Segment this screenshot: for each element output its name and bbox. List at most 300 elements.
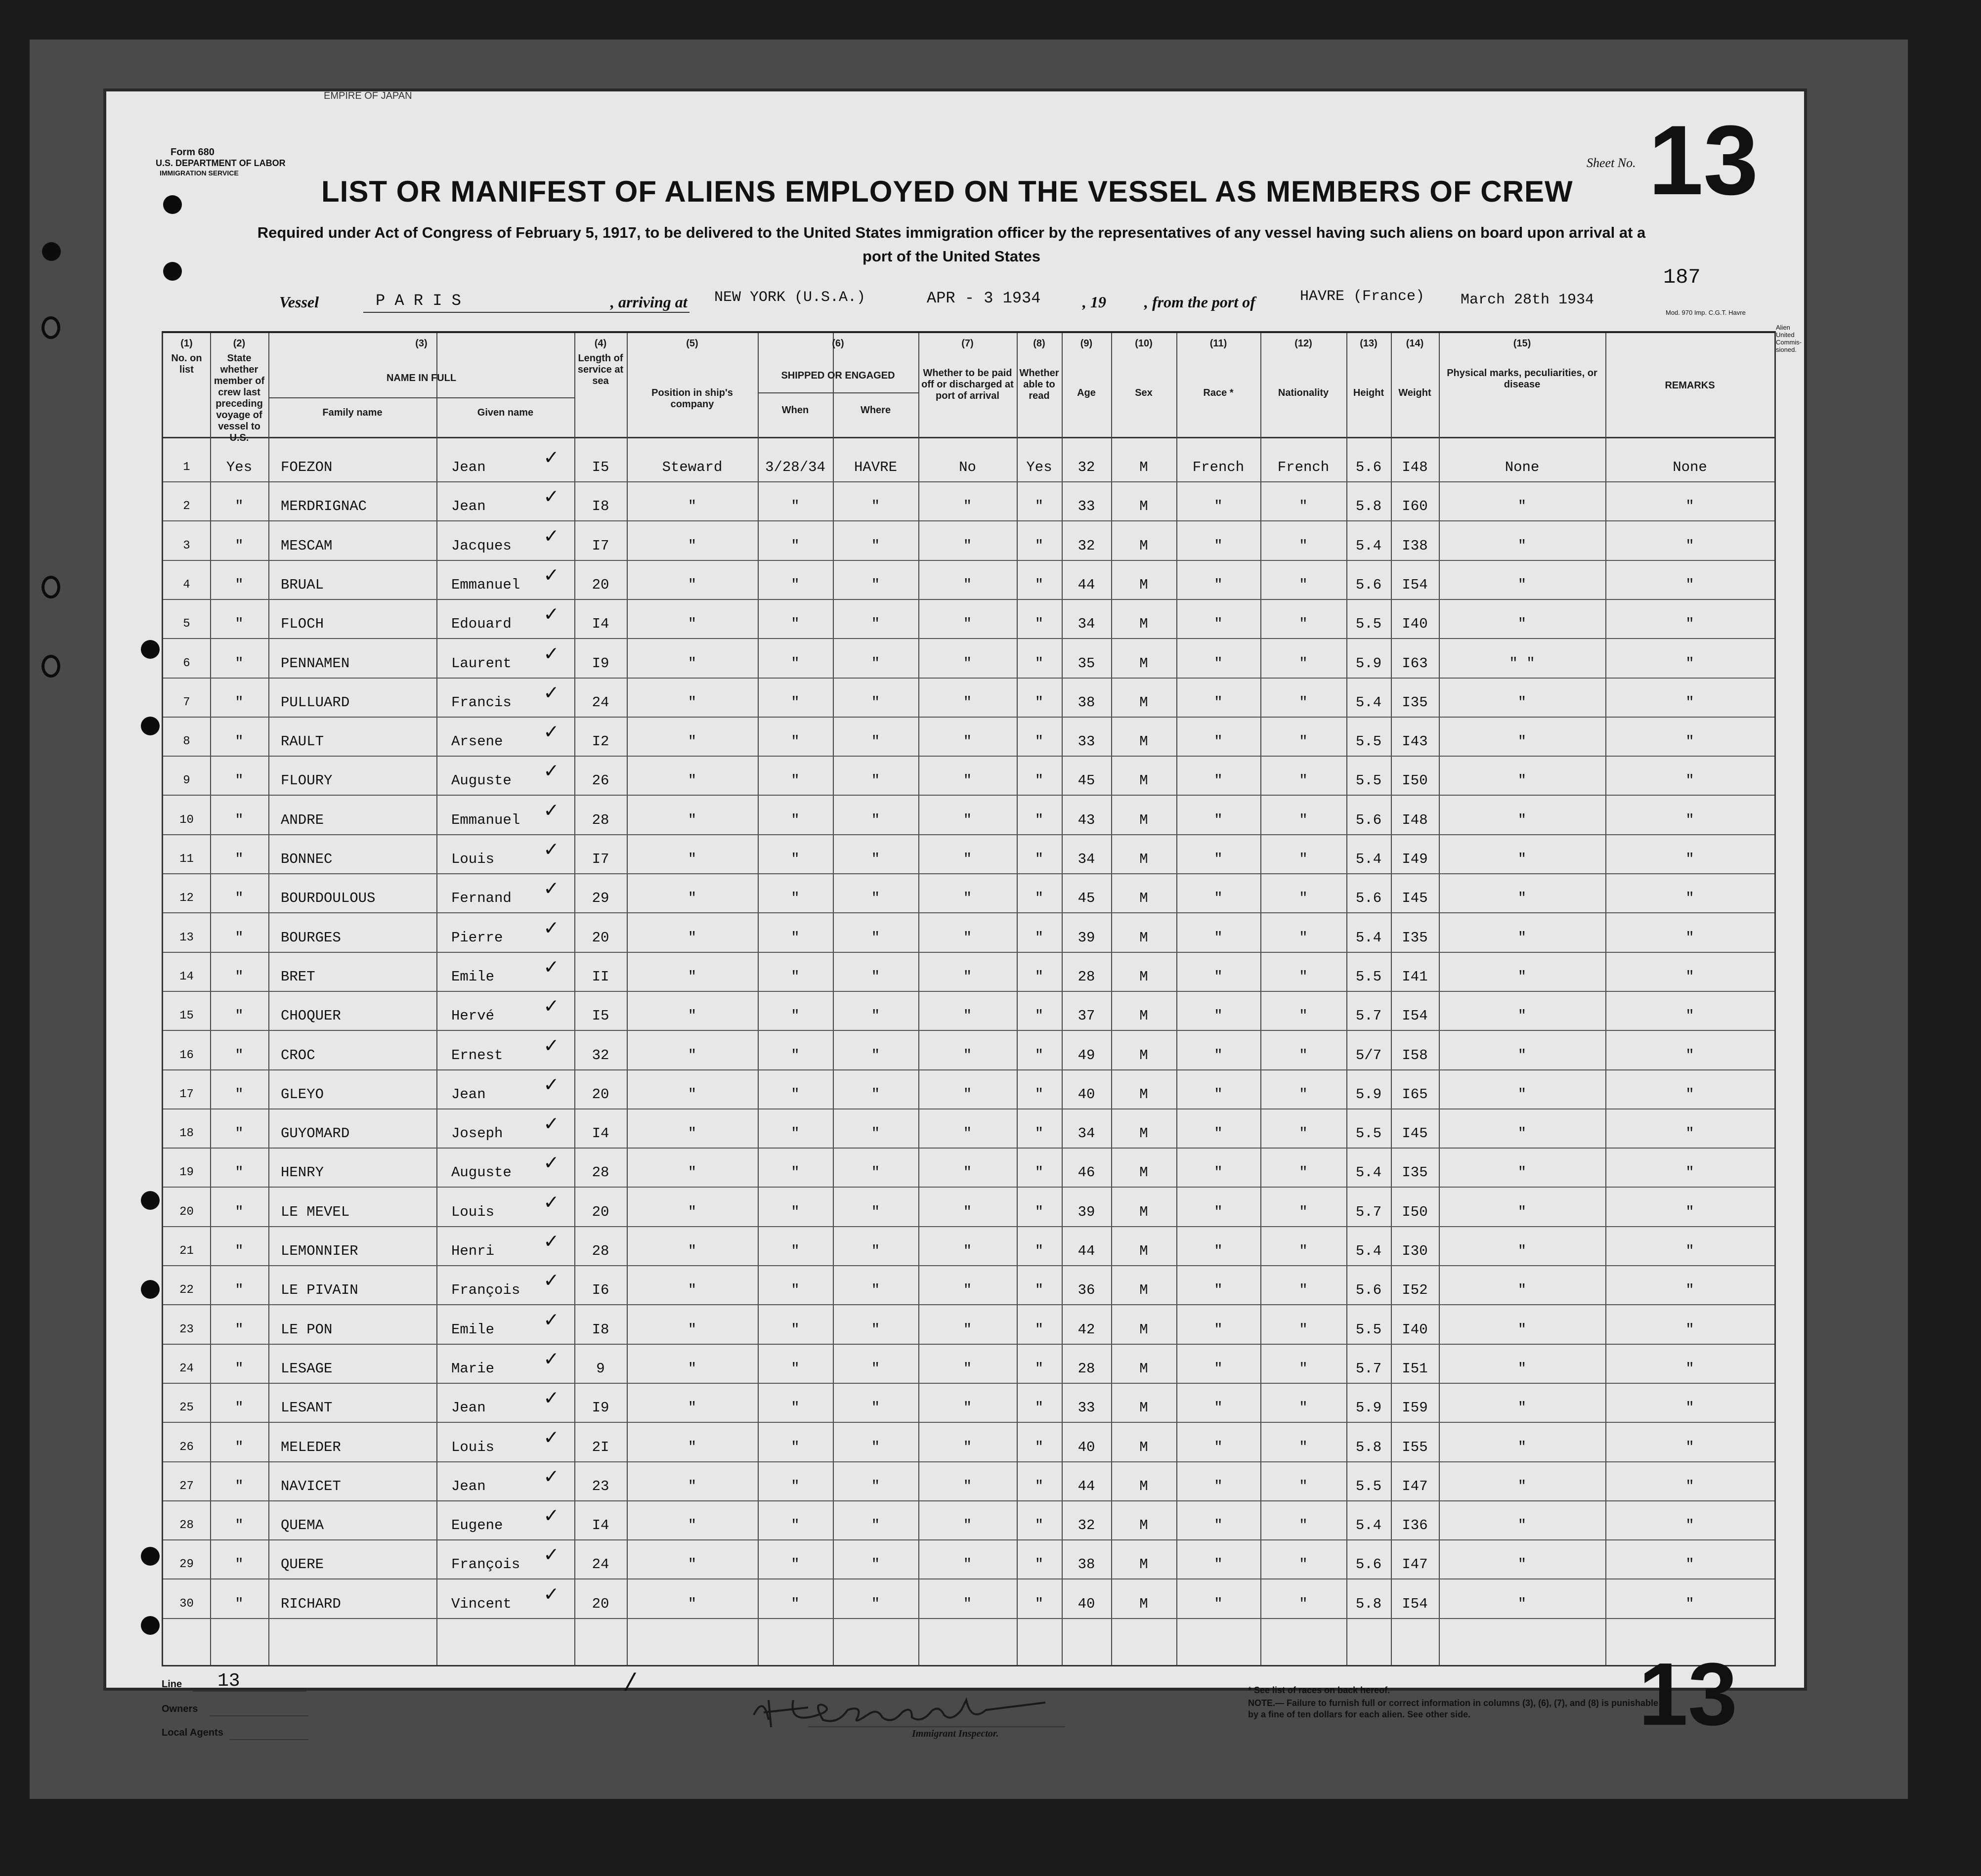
cell-service: I7 xyxy=(592,851,609,867)
cell-given: Jean xyxy=(451,1086,486,1103)
cell-paid: " xyxy=(963,1556,972,1573)
cell-age: 28 xyxy=(1077,1360,1095,1377)
department: U.S. DEPARTMENT OF LABOR xyxy=(156,158,286,168)
check-mark: / xyxy=(623,1670,638,1699)
cell-position: " xyxy=(688,1282,697,1299)
cell-race: " xyxy=(1214,1047,1223,1064)
column-number-c4: (4) xyxy=(594,338,607,349)
cell-height: 5.4 xyxy=(1355,537,1382,554)
cell-age: 40 xyxy=(1077,1086,1095,1103)
cell-paid: " xyxy=(963,929,972,946)
cell-where: " xyxy=(871,890,880,907)
cell-given: Edouard xyxy=(451,616,512,633)
cell-height: 5.5 xyxy=(1355,616,1382,633)
cell-read: " xyxy=(1034,1439,1044,1455)
cell-race: " xyxy=(1214,616,1223,633)
cell-paid: " xyxy=(963,1400,972,1416)
cell-position: Steward xyxy=(662,459,723,475)
cell-nat: " xyxy=(1299,772,1308,789)
cell-marks: " xyxy=(1517,1400,1527,1416)
check-mark: ✓ xyxy=(544,1387,558,1412)
cell-marks: " xyxy=(1517,968,1527,985)
cell-where: " xyxy=(871,733,880,750)
name-subheader-line xyxy=(268,397,574,398)
cell-marks: " xyxy=(1517,890,1527,907)
cell-given: Jacques xyxy=(451,537,512,554)
cell-weight: I60 xyxy=(1402,498,1428,515)
punch-hole xyxy=(141,1547,160,1566)
owners-label: Owners xyxy=(162,1704,198,1714)
cell-given: Ernest xyxy=(451,1047,503,1064)
cell-paid: " xyxy=(963,811,972,828)
cell-when: " xyxy=(791,968,800,985)
cell-age: 33 xyxy=(1077,733,1095,750)
cell-family: MELEDER xyxy=(281,1439,341,1455)
cell-service: 24 xyxy=(592,694,609,711)
cell-given: Francis xyxy=(451,694,512,711)
cell-race: " xyxy=(1214,929,1223,946)
cell-family: RICHARD xyxy=(281,1595,341,1612)
cell-race: " xyxy=(1214,498,1223,515)
cell-position: " xyxy=(688,811,697,828)
cell-when: " xyxy=(791,1478,800,1494)
cell-height: 5.7 xyxy=(1355,1203,1382,1220)
column-header-c11: Race * xyxy=(1203,387,1234,398)
column-subheader-c3a: Family name xyxy=(322,407,383,418)
cell-when: " xyxy=(791,851,800,867)
cell-position: " xyxy=(688,1047,697,1064)
cell-marks: " xyxy=(1517,576,1527,593)
cell-race: " xyxy=(1214,1478,1223,1494)
cell-position: " xyxy=(688,1439,697,1455)
row-rule xyxy=(163,1383,1774,1384)
cell-age: 42 xyxy=(1077,1321,1095,1338)
cell-prev: " xyxy=(235,811,244,828)
cell-nat: " xyxy=(1299,1086,1308,1103)
arriving-label: , arriving at xyxy=(610,293,688,311)
cell-height: 5.4 xyxy=(1355,694,1382,711)
cell-no: 25 xyxy=(179,1401,194,1415)
cell-paid: " xyxy=(963,1595,972,1612)
column-header-c3: NAME IN FULL xyxy=(386,373,457,384)
punch-hole xyxy=(141,1280,160,1299)
sheet-number-bottom: 13 xyxy=(1638,1645,1738,1744)
cell-where: " xyxy=(871,968,880,985)
cell-age: 44 xyxy=(1077,1243,1095,1259)
column-divider xyxy=(918,333,919,1665)
cell-when: " xyxy=(791,1556,800,1573)
cell-position: " xyxy=(688,1203,697,1220)
sheet-number: 13 xyxy=(1648,105,1759,215)
cell-read: " xyxy=(1034,968,1044,985)
cell-marks: " xyxy=(1517,851,1527,867)
cell-age: 34 xyxy=(1077,1125,1095,1142)
from-port: HAVRE (France) xyxy=(1300,288,1425,305)
column-divider xyxy=(436,333,437,1665)
cell-position: " xyxy=(688,1556,697,1573)
cell-height: 5.4 xyxy=(1355,1164,1382,1181)
column-header-c8: Whether able to read xyxy=(1019,368,1059,401)
cell-where: " xyxy=(871,1164,880,1181)
service: IMMIGRATION SERVICE xyxy=(160,169,239,177)
ring-hole xyxy=(42,576,60,598)
cell-race: " xyxy=(1214,772,1223,789)
cell-family: LE MEVEL xyxy=(281,1203,350,1220)
cell-sex: M xyxy=(1139,1556,1148,1573)
cell-age: 45 xyxy=(1077,890,1095,907)
row-rule xyxy=(163,1148,1774,1149)
cell-no: 6 xyxy=(183,656,190,670)
cell-sex: M xyxy=(1139,537,1148,554)
cell-marks: " xyxy=(1517,1203,1527,1220)
cell-read: " xyxy=(1034,772,1044,789)
cell-family: BOURGES xyxy=(281,929,341,946)
column-header-c5: Position in ship's company xyxy=(651,387,733,410)
cell-read: " xyxy=(1034,1400,1044,1416)
cell-when: " xyxy=(791,811,800,828)
column-divider xyxy=(1391,333,1392,1665)
cell-remarks: " xyxy=(1685,1282,1694,1299)
cell-sex: M xyxy=(1139,1400,1148,1416)
cell-marks: " xyxy=(1517,1360,1527,1377)
punch-hole xyxy=(163,195,182,214)
cell-marks: " xyxy=(1517,811,1527,828)
check-mark: ✓ xyxy=(544,955,558,981)
cell-service: 28 xyxy=(592,811,609,828)
cell-given: Eugene xyxy=(451,1517,503,1534)
cell-read: " xyxy=(1034,1595,1044,1612)
cell-height: 5/7 xyxy=(1355,1047,1382,1064)
check-mark: ✓ xyxy=(544,721,558,746)
cell-remarks: " xyxy=(1685,498,1694,515)
cell-race: " xyxy=(1214,655,1223,672)
cell-service: 29 xyxy=(592,890,609,907)
column-number-c8: (8) xyxy=(1033,338,1045,349)
cell-read: " xyxy=(1034,1321,1044,1338)
cell-prev: " xyxy=(235,1439,244,1455)
cell-weight: I65 xyxy=(1402,1086,1428,1103)
cell-family: LESAGE xyxy=(281,1360,333,1377)
cell-position: " xyxy=(688,1360,697,1377)
cell-where: " xyxy=(871,1125,880,1142)
cell-sex: M xyxy=(1139,1086,1148,1103)
cell-paid: " xyxy=(963,968,972,985)
column-number-c7: (7) xyxy=(961,338,974,349)
cell-marks: " xyxy=(1517,1321,1527,1338)
cell-remarks: " xyxy=(1685,1556,1694,1573)
cell-sex: M xyxy=(1139,968,1148,985)
cell-position: " xyxy=(688,616,697,633)
check-mark: ✓ xyxy=(544,1269,558,1294)
cell-position: " xyxy=(688,1164,697,1181)
cell-no: 11 xyxy=(179,853,194,866)
subtitle xyxy=(131,221,1772,268)
cell-no: 5 xyxy=(183,617,190,631)
cell-height: 5.8 xyxy=(1355,498,1382,515)
cell-race: " xyxy=(1214,1595,1223,1612)
cell-given: Emmanuel xyxy=(451,576,520,593)
cell-service: I9 xyxy=(592,1400,609,1416)
cell-service: 24 xyxy=(592,1556,609,1573)
stamp-top: EMPIRE OF JAPAN xyxy=(324,90,412,101)
cell-nat: " xyxy=(1299,1282,1308,1299)
races-note: * See list of races on back hereof. xyxy=(1248,1685,1390,1695)
cell-given: Emile xyxy=(451,1321,495,1338)
cell-race: " xyxy=(1214,1203,1223,1220)
cell-remarks: " xyxy=(1685,968,1694,985)
cell-given: François xyxy=(451,1282,520,1299)
cell-race: " xyxy=(1214,576,1223,593)
cell-service: I7 xyxy=(592,537,609,554)
cell-family: CHOQUER xyxy=(281,1008,341,1024)
cell-height: 5.4 xyxy=(1355,1243,1382,1259)
cell-service: I5 xyxy=(592,1008,609,1024)
cell-nat: " xyxy=(1299,1556,1308,1573)
cell-remarks: None xyxy=(1673,459,1707,475)
cell-family: MESCAM xyxy=(281,537,333,554)
punch-hole xyxy=(141,640,160,659)
cell-height: 5.5 xyxy=(1355,772,1382,789)
cell-service: 20 xyxy=(592,929,609,946)
cell-race: " xyxy=(1214,1517,1223,1534)
cell-where: " xyxy=(871,1595,880,1612)
cell-read: " xyxy=(1034,1282,1044,1299)
cell-service: I4 xyxy=(592,1517,609,1534)
cell-paid: " xyxy=(963,537,972,554)
cell-where: " xyxy=(871,498,880,515)
cell-remarks: " xyxy=(1685,1478,1694,1494)
punch-hole xyxy=(141,717,160,735)
cell-weight: I59 xyxy=(1402,1400,1428,1416)
ring-hole xyxy=(42,655,60,678)
cell-given: Marie xyxy=(451,1360,495,1377)
cell-family: BRUAL xyxy=(281,576,324,593)
cell-remarks: " xyxy=(1685,1047,1694,1064)
margin-note: Alien United Commis-sioned. xyxy=(1776,324,1802,353)
cell-sex: M xyxy=(1139,811,1148,828)
cell-marks: " xyxy=(1517,1125,1527,1142)
cell-when: " xyxy=(791,890,800,907)
cell-family: PENNAMEN xyxy=(281,655,350,672)
check-mark: ✓ xyxy=(544,877,558,902)
cell-prev: " xyxy=(235,1282,244,1299)
cell-prev: " xyxy=(235,1360,244,1377)
cell-paid: " xyxy=(963,498,972,515)
column-divider xyxy=(210,333,211,1665)
cell-height: 5.5 xyxy=(1355,968,1382,985)
cell-remarks: " xyxy=(1685,1360,1694,1377)
cell-service: I9 xyxy=(592,655,609,672)
cell-service: 20 xyxy=(592,1203,609,1220)
agents-label: Local Agents xyxy=(162,1727,223,1738)
cell-marks: " xyxy=(1517,1556,1527,1573)
cell-sex: M xyxy=(1139,1008,1148,1024)
column-divider xyxy=(1346,333,1347,1665)
owners-underline xyxy=(210,1715,309,1716)
cell-paid: " xyxy=(963,616,972,633)
cell-when: " xyxy=(791,733,800,750)
check-mark: ✓ xyxy=(544,1543,558,1569)
cell-weight: I35 xyxy=(1402,694,1428,711)
cell-marks: " xyxy=(1517,1086,1527,1103)
cell-marks: " xyxy=(1517,1595,1527,1612)
cell-position: " xyxy=(688,1243,697,1259)
cell-sex: M xyxy=(1139,1203,1148,1220)
fine-note: NOTE.— Failure to furnish full or correct information in columns (3), (6), (7), and (8) is punishable by a fine of ten dollars for each alien. See other side. xyxy=(1248,1698,1659,1719)
cell-no: 8 xyxy=(183,735,190,749)
cell-sex: M xyxy=(1139,459,1148,475)
cell-no: 13 xyxy=(179,931,194,944)
cell-remarks: " xyxy=(1685,929,1694,946)
cell-prev: " xyxy=(235,968,244,985)
cell-when: " xyxy=(791,772,800,789)
cell-when: " xyxy=(791,1164,800,1181)
row-rule xyxy=(163,1187,1774,1188)
cell-when: " xyxy=(791,655,800,672)
cell-race: " xyxy=(1214,1243,1223,1259)
row-rule xyxy=(163,1226,1774,1227)
column-number-c10: (10) xyxy=(1135,338,1153,349)
cell-weight: I38 xyxy=(1402,537,1428,554)
column-divider xyxy=(627,333,628,1665)
cell-remarks: " xyxy=(1685,1086,1694,1103)
cell-prev: " xyxy=(235,1595,244,1612)
cell-age: 34 xyxy=(1077,851,1095,867)
cell-prev: " xyxy=(235,890,244,907)
cell-read: " xyxy=(1034,1243,1044,1259)
cell-read: " xyxy=(1034,498,1044,515)
cell-family: PULLUARD xyxy=(281,694,350,711)
cell-age: 36 xyxy=(1077,1282,1095,1299)
cell-family: QUERE xyxy=(281,1556,324,1573)
check-mark: ✓ xyxy=(544,1034,558,1059)
cell-position: " xyxy=(688,890,697,907)
cell-read: " xyxy=(1034,1125,1044,1142)
row-rule xyxy=(163,1344,1774,1345)
cell-age: 37 xyxy=(1077,1008,1095,1024)
cell-where: " xyxy=(871,694,880,711)
cell-prev: " xyxy=(235,1086,244,1103)
cell-no: 14 xyxy=(179,970,194,983)
cell-weight: I35 xyxy=(1402,1164,1428,1181)
cell-paid: " xyxy=(963,1517,972,1534)
cell-age: 40 xyxy=(1077,1595,1095,1612)
column-number-c11: (11) xyxy=(1209,338,1227,349)
cell-where: " xyxy=(871,616,880,633)
cell-marks: " xyxy=(1517,733,1527,750)
arriving-port: NEW YORK (U.S.A.) xyxy=(714,289,866,306)
cell-race: " xyxy=(1214,811,1223,828)
cell-age: 38 xyxy=(1077,1556,1095,1573)
cell-given: Henri xyxy=(451,1243,495,1259)
cell-weight: I43 xyxy=(1402,733,1428,750)
sheet-label: Sheet No. xyxy=(1587,156,1636,170)
vessel-label: Vessel xyxy=(279,293,319,311)
cell-where: " xyxy=(871,772,880,789)
cell-when: " xyxy=(791,1243,800,1259)
cell-weight: I50 xyxy=(1402,1203,1428,1220)
cell-service: 32 xyxy=(592,1047,609,1064)
cell-prev: Yes xyxy=(226,459,253,475)
cell-nat: " xyxy=(1299,537,1308,554)
cell-paid: " xyxy=(963,890,972,907)
cell-sex: M xyxy=(1139,1164,1148,1181)
cell-race: " xyxy=(1214,851,1223,867)
cell-no: 30 xyxy=(179,1597,194,1611)
cell-prev: " xyxy=(235,772,244,789)
year-label: , 19 xyxy=(1082,293,1106,311)
cell-given: Pierre xyxy=(451,929,503,946)
cell-position: " xyxy=(688,1086,697,1103)
cell-where: " xyxy=(871,1360,880,1377)
cell-no: 23 xyxy=(179,1322,194,1336)
cell-position: " xyxy=(688,1595,697,1612)
cell-remarks: " xyxy=(1685,733,1694,750)
cell-no: 9 xyxy=(183,774,190,788)
inspector-label: Immigrant Inspector. xyxy=(912,1728,999,1739)
cell-when: " xyxy=(791,1517,800,1534)
cell-position: " xyxy=(688,498,697,515)
cell-prev: " xyxy=(235,1008,244,1024)
cell-weight: I47 xyxy=(1402,1556,1428,1573)
cell-sex: M xyxy=(1139,1321,1148,1338)
row-rule xyxy=(163,912,1774,913)
column-subheader-c6b: Where xyxy=(860,405,891,416)
column-divider xyxy=(1439,333,1440,1665)
punch-hole xyxy=(42,242,61,261)
signature-underline xyxy=(808,1726,1065,1727)
cell-read: " xyxy=(1034,576,1044,593)
cell-sex: M xyxy=(1139,1243,1148,1259)
cell-service: I6 xyxy=(592,1282,609,1299)
cell-family: LEMONNIER xyxy=(281,1243,358,1259)
cell-when: " xyxy=(791,537,800,554)
cell-nat: " xyxy=(1299,733,1308,750)
cell-age: 39 xyxy=(1077,929,1095,946)
cell-height: 5.8 xyxy=(1355,1595,1382,1612)
cell-race: " xyxy=(1214,1400,1223,1416)
check-mark: ✓ xyxy=(544,1347,558,1372)
cell-nat: " xyxy=(1299,1321,1308,1338)
cell-weight: I54 xyxy=(1402,576,1428,593)
cell-sex: M xyxy=(1139,1360,1148,1377)
check-mark: ✓ xyxy=(544,838,558,863)
cell-remarks: " xyxy=(1685,694,1694,711)
departure-date: March 28th 1934 xyxy=(1461,292,1594,308)
cell-marks: " xyxy=(1517,1478,1527,1494)
check-mark: ✓ xyxy=(544,1230,558,1255)
cell-where: " xyxy=(871,1203,880,1220)
cell-weight: I63 xyxy=(1402,655,1428,672)
cell-nat: " xyxy=(1299,498,1308,515)
cell-position: " xyxy=(688,1321,697,1338)
cell-nat: " xyxy=(1299,576,1308,593)
cell-family: RAULT xyxy=(281,733,324,750)
cell-family: NAVICET xyxy=(281,1478,341,1494)
cell-remarks: " xyxy=(1685,1321,1694,1338)
cell-when: " xyxy=(791,1047,800,1064)
cell-given: Jean xyxy=(451,1400,486,1416)
cell-position: " xyxy=(688,1517,697,1534)
check-mark: ✓ xyxy=(544,1582,558,1608)
from-label: , from the port of xyxy=(1144,293,1255,311)
cell-service: 20 xyxy=(592,1595,609,1612)
cell-paid: " xyxy=(963,1243,972,1259)
cell-height: 5.5 xyxy=(1355,1125,1382,1142)
cell-read: Yes xyxy=(1026,459,1052,475)
cell-no: 22 xyxy=(179,1283,194,1297)
cell-family: QUEMA xyxy=(281,1517,324,1534)
